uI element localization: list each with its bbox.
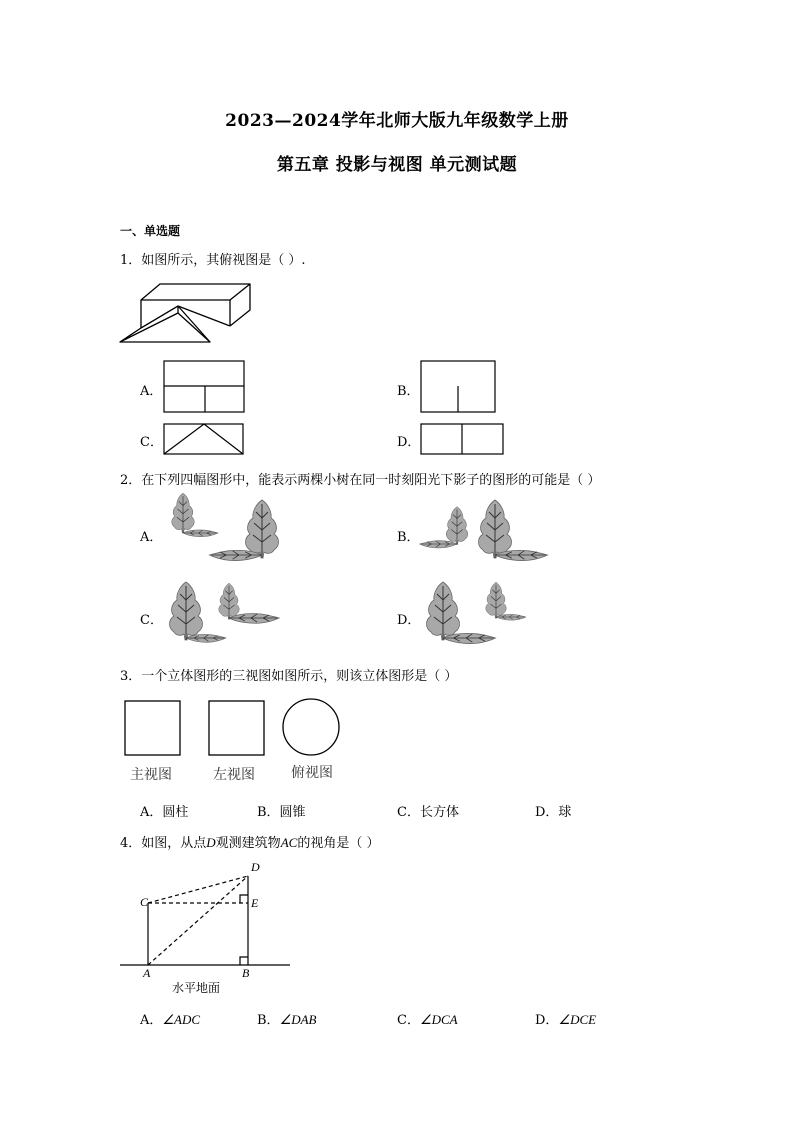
- q4-option-d[interactable]: D．∠DCE: [535, 1012, 597, 1028]
- q1-option-c[interactable]: C．: [140, 435, 163, 450]
- q1-option-a[interactable]: A．: [140, 384, 163, 399]
- q2-option-b[interactable]: B．: [397, 530, 420, 545]
- q3-option-c[interactable]: C．长方体: [397, 805, 459, 820]
- doc-title: 2023—2024学年北师大版九年级数学上册: [225, 111, 569, 131]
- q2-option-c[interactable]: C．: [140, 613, 163, 628]
- point-b-label: B: [242, 966, 250, 980]
- q4-option-c[interactable]: C．∠DCA: [397, 1012, 458, 1028]
- doc-subtitle: 第五章 投影与视图 单元测试题: [276, 155, 518, 175]
- question-1-text: 1．如图所示，其俯视图是（ ）.: [120, 253, 306, 268]
- point-e-label: E: [251, 896, 259, 910]
- point-c-label: C: [140, 895, 149, 909]
- point-a-label: A: [143, 966, 151, 980]
- q3-option-d[interactable]: D．球: [535, 805, 572, 820]
- q4-option-a[interactable]: A．∠ADC: [140, 1012, 201, 1028]
- q3-option-b[interactable]: B．圆锥: [257, 805, 306, 820]
- q2-option-d[interactable]: D．: [397, 613, 421, 628]
- top-view-label: 俯视图: [291, 765, 333, 781]
- q1-option-b[interactable]: B．: [397, 384, 420, 399]
- question-2-text: 2．在下列四幅图形中，能表示两棵小树在同一时刻阳光下影子的图形的可能是（ ）: [120, 473, 601, 488]
- question-3-text: 3．一个立体图形的三视图如图所示，则该立体图形是（ ）: [120, 669, 458, 684]
- point-d-label: D: [251, 860, 260, 874]
- q1-option-d[interactable]: D．: [397, 435, 421, 450]
- ground-label: 水平地面: [172, 981, 221, 995]
- side-view-label: 左视图: [213, 767, 255, 783]
- q4-option-b[interactable]: B．∠DAB: [257, 1012, 317, 1028]
- front-view-label: 主视图: [130, 767, 172, 783]
- q2-option-a[interactable]: A．: [140, 530, 163, 545]
- q3-option-a[interactable]: A．圆柱: [140, 805, 189, 820]
- section-heading: 一、单选题: [120, 224, 181, 238]
- question-4-text: 4．如图，从点D观测建筑物AC的视角是（ ）: [120, 835, 380, 851]
